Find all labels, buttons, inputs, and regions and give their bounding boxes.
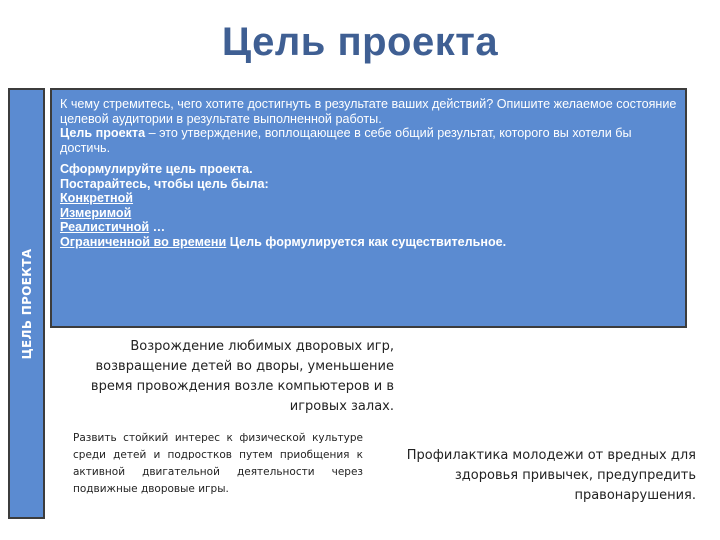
criterion-specific: Конкретной [60, 191, 134, 205]
info-intro: К чему стремитесь, чего хотите достигнуть в результате ваших действий? Опишите желаемое состояние целевой аудитории в результате выполненной работы. [60, 97, 677, 126]
criterion-realistic: Реалистичной … [60, 220, 166, 234]
instruction-criteria: Постарайтесь, чтобы цель была: [60, 176, 269, 191]
final-note: Цель формулируется как существительное. [226, 234, 507, 249]
instruction-formulate: Сформулируйте цель проекта. [60, 162, 253, 176]
slide-title: Цель проекта [221, 20, 499, 64]
definition-text: – это утверждение, воплощающее в себе общий результат, которого вы хотели бы достичь. [60, 126, 632, 155]
goal-main-text: Возрождение любимых дворовых игр, возвращение детей во дворы, уменьшение время провождения возле компьютеров и в игровых залах. [90, 339, 394, 414]
goal-left-text: Развить стойкий интерес к физической культуре среди детей и подростков путем приобщения к активной двигательной деятельности через подвижные дворовые игры. [73, 432, 363, 495]
side-bar [8, 88, 45, 519]
criterion-measurable: Измеримой [60, 205, 132, 220]
side-bar-label: ЦЕЛЬ ПРОЕКТА [19, 248, 34, 359]
info-definition [60, 126, 677, 155]
definition-term: Цель проекта [60, 126, 146, 140]
goal-right-text: Профилактика молодежи от вредных для здоровья привычек, предупредить правонарушения. [406, 448, 696, 503]
info-box [50, 88, 687, 328]
criterion-time-bound: Ограниченной во времени Цель формулируется как существительное. [60, 234, 507, 249]
